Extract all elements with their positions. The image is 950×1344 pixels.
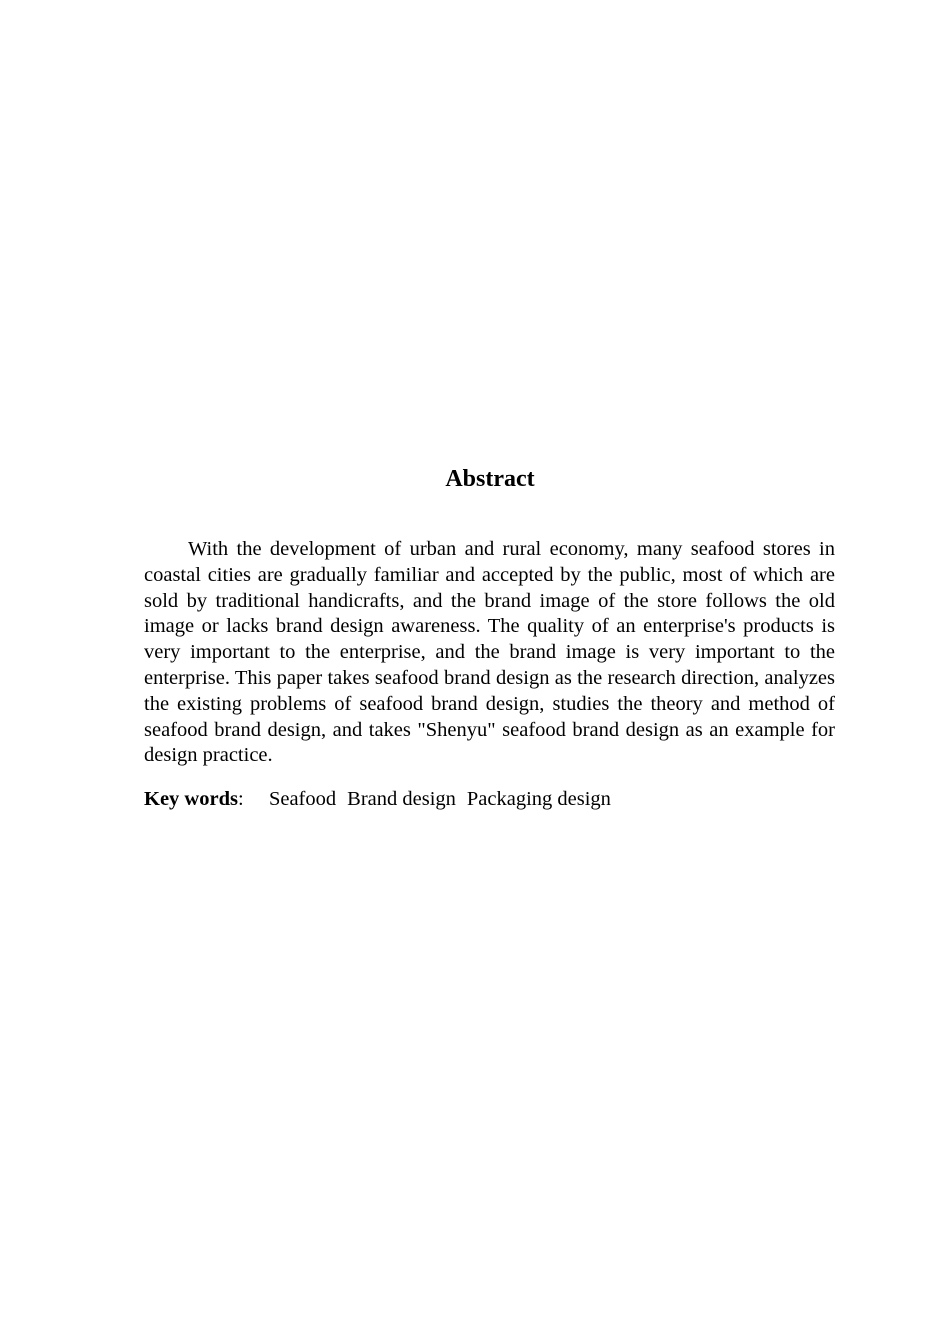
abstract-heading: Abstract — [445, 466, 535, 492]
keywords-separator: : — [237, 788, 244, 810]
keyword-item: Packaging design — [466, 788, 611, 810]
abstract-paragraph: With the development of urban and rural economy, many seafood stores in coastal cities are gradually familiar and accepted by the public, most of which are sold by traditional handicrafts, and the brand image of the store follows the old image or lacks brand design awareness. The quality of an enterprise's products is very important to the enterprise, and the brand image is very important to the enterprise. This paper takes seafood brand design as the research direction, analyzes the existing problems of seafood brand design, studies the theory and method of seafood brand design, and takes "Shenyu" seafood brand design as an example for design practice. — [144, 538, 835, 767]
keywords-line — [144, 786, 835, 812]
keyword-item: Brand design — [347, 788, 456, 810]
keywords-label: Key words — [144, 788, 238, 810]
keyword-item: Seafood — [268, 788, 337, 810]
